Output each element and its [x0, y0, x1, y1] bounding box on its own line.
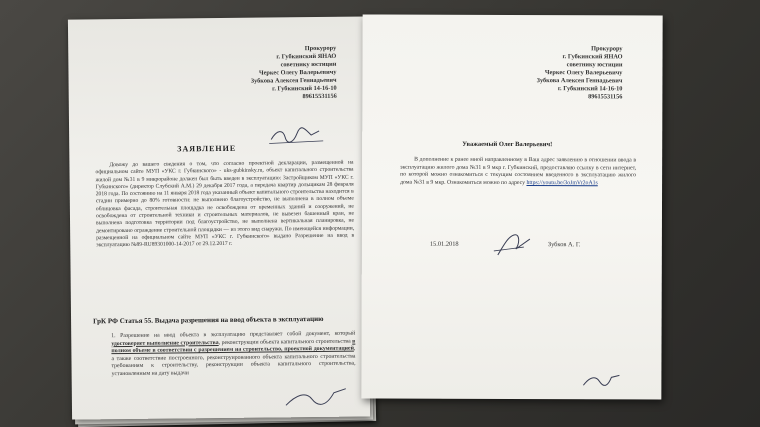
- address-line: г. Губкинский 14-16-10: [557, 85, 623, 93]
- address-line: Зубкова Алексея Геннадьевич: [250, 76, 337, 85]
- address-line: г. Губкинский 14-16-10: [272, 84, 337, 93]
- signer-name: Зубков А. Г.: [547, 241, 581, 249]
- address-line: Прокурору: [591, 45, 623, 53]
- law-heading: ГрК РФ Статья 55. Выдача разрешения на ввод объекта в эксплуатацию: [93, 314, 324, 326]
- law-text-part: , а также соответствие построенного, реконструированного объекта капитального строительства требованиям к строительству, реконструкции объекта капитального строительства, установленным на дату выдачи: [111, 345, 356, 378]
- law-text-part: 1. Разрешение на ввод объекта в эксплуатацию представляет собой документ, который: [111, 330, 356, 340]
- left-document-page: [68, 16, 370, 419]
- address-line: 89615531156: [588, 93, 623, 101]
- right-document-page: [361, 14, 662, 399]
- law-excerpt: [111, 331, 355, 379]
- signature-bottom-right: [579, 369, 623, 393]
- law-text-part: , реконструкции объекта капитального строительства: [218, 338, 353, 346]
- address-line: Зубкова Алексея Геннадьевич: [536, 77, 623, 85]
- address-line: Черкес Олегу Валерьевичу: [258, 68, 337, 77]
- address-line: 89615531156: [302, 92, 337, 101]
- letter-date: 15.01.2018: [429, 240, 459, 248]
- left-addressee-block: [250, 45, 336, 102]
- signature-top-left: [267, 125, 327, 148]
- right-addressee-block: [537, 45, 623, 101]
- address-line: советнику юстиции: [280, 60, 337, 69]
- address-line: Черкес Олегу Валерьевичу: [544, 69, 623, 77]
- address-line: г. Губкинский ЯНАО: [562, 53, 623, 61]
- signature-right: [490, 229, 538, 259]
- law-text-underlined: в полном объеме в соответствии с разрешением на строительство, проектной документацией: [111, 338, 356, 355]
- address-line: г. Губкинский ЯНАО: [276, 52, 337, 61]
- address-line: советнику юстиции: [566, 61, 623, 69]
- letter-body: [400, 157, 636, 188]
- signature-bottom-left: [282, 385, 352, 412]
- letter-body-text: В дополнение к ранее мной направленному в Ваш адрес заявлению в отношении ввода в эксплуатацию жилого дома №31 в 9 мкр г. Губкинский, предоставляю ссылку в сети интернет, по которой можно ознакомиться с текущим состоянием введенного в эксплуатацию жилого дома №31 в 9 мкр. Ознакомиться можно по адресу: [400, 156, 637, 186]
- document-title: ЗАЯВЛЕНИЕ: [177, 143, 237, 154]
- address-line: Прокурору: [304, 44, 337, 53]
- statement-body: Довожу до вашего сведения о том, что согласно проектной декларации, размещенной на официальном сайте МУП «УКС г. Губкинского» - uks-gubkinsky.ru, объект капитального строительства жилой дом №31 в 9 микрорайоне должен был быть введен в эксплуатацию: Застройщиком МУП «УКС г. Губкинского» (директор Слубский А.М.) 29 декабря 2017 года, а передача квартир дольщикам 28 февраля 2018 года. По состоянию на 11 января 2018 года указанный объект капитального строительства находится в стадии примерно до 80% готовности: не выполнено благоустройство, не выполнена в полном объеме облицовка фасада, строительная площадка не освобождена от временных зданий и сооружений, не освобождена от строительной техники и строительных материалов, не вывезен башенный кран, не выполнена подготовка территории под благоустройство, не выполнена вертикальная планировка, не демонтировано ограждение строительной площадки — из этого вид снаружи. По имеющейся информации, размещенной на официальном сайте МУП «УКС г. Губкинского» выдано Разрешение на ввод в эксплуатацию №89-RU89301000-14-2017 от 29.12.2017 г.: [95, 159, 355, 249]
- youtube-link[interactable]: https://youtu.be/3oJmVr2oA1s: [526, 179, 598, 187]
- greeting-line: Уважаемый Олег Валерьевич!: [462, 140, 553, 149]
- law-text-underlined: удостоверяет выполнение строительства: [111, 339, 219, 347]
